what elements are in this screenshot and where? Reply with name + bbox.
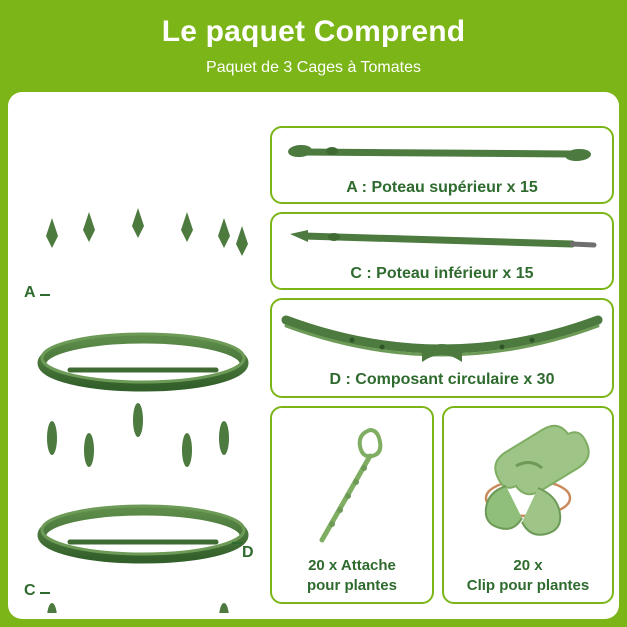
page-title: Le paquet Comprend xyxy=(161,15,466,48)
part-caption-plant-clips-line2: Clip pour plantes xyxy=(466,577,590,594)
part-panel-lower-pole xyxy=(270,212,614,290)
part-panel-plant-clips xyxy=(442,406,614,604)
plant-tie-icon xyxy=(274,414,434,554)
part-caption-plant-ties-line2: pour plantes xyxy=(306,577,397,594)
part-caption-plant-clips-line1: 20 x xyxy=(513,557,543,574)
upper-pole-icon xyxy=(272,132,612,172)
upper-ring xyxy=(42,334,244,387)
lower-ring xyxy=(42,506,244,559)
callout-label-d: D xyxy=(242,544,254,561)
part-panel-ring-segment xyxy=(270,298,614,398)
lower-pole-icon xyxy=(272,218,612,258)
plant-clip-icon xyxy=(446,412,614,552)
leader-line-d xyxy=(232,542,242,544)
leader-line-a xyxy=(40,294,50,296)
callout-label-a: A xyxy=(24,284,36,301)
part-caption-ring-segment: D : Composant circulaire x 30 xyxy=(329,371,555,388)
ring-segment-icon xyxy=(272,306,612,366)
content-card xyxy=(8,92,619,619)
part-caption-lower-pole: C : Poteau inférieur x 15 xyxy=(350,265,534,282)
leader-line-c xyxy=(40,592,50,594)
cage-drawing xyxy=(10,98,268,613)
header xyxy=(0,0,627,92)
page-subtitle: Paquet de 3 Cages à Tomates xyxy=(206,59,421,76)
callout-label-c: C xyxy=(24,582,36,599)
part-caption-upper-pole: A : Poteau supérieur x 15 xyxy=(346,179,538,196)
part-caption-plant-ties-line1: 20 x Attache xyxy=(308,557,396,574)
assembled-cage-illustration xyxy=(10,98,268,613)
part-panel-upper-pole xyxy=(270,126,614,204)
part-panel-plant-ties xyxy=(270,406,434,604)
